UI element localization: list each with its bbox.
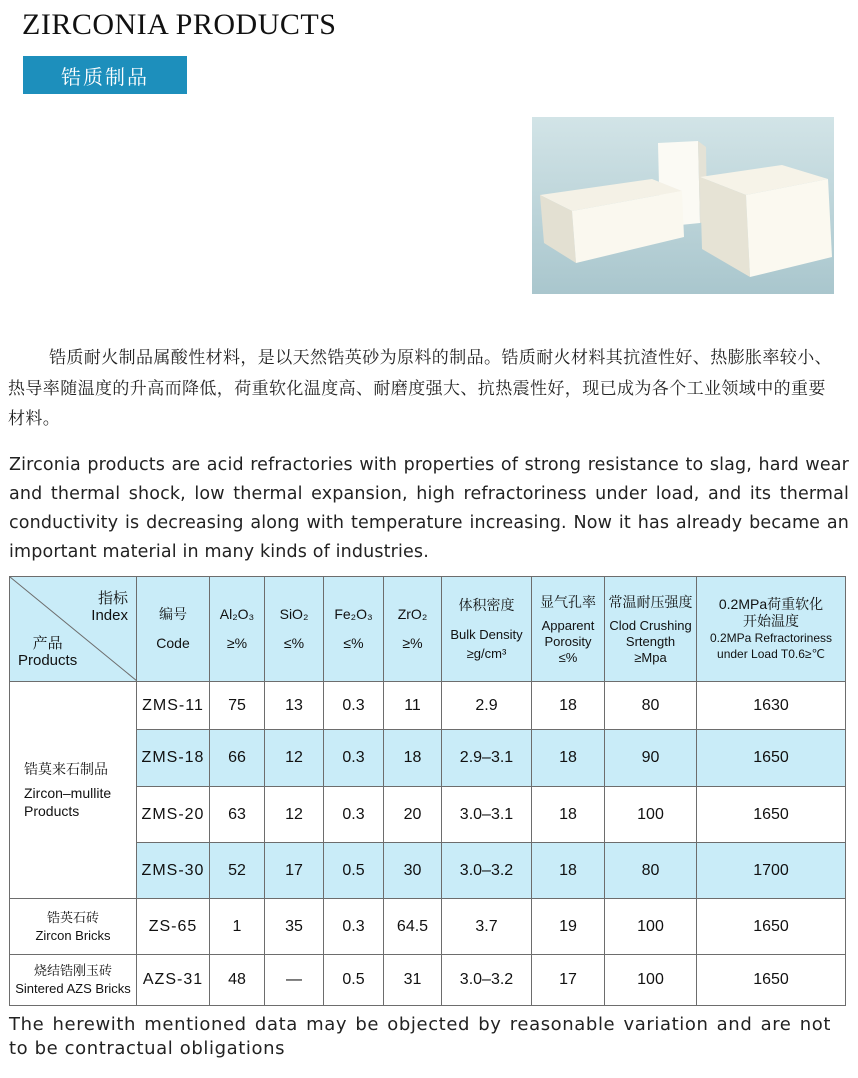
header-crushing-en-1: Clod Crushing <box>609 617 692 633</box>
header-refractoriness-en-2: under Load T0.6≥℃ <box>717 647 825 661</box>
cell-refractoriness: 1630 <box>697 682 846 730</box>
header-fe2o3 <box>324 577 384 682</box>
header-code <box>137 577 210 682</box>
header-crushing-unit: ≥Mpa <box>634 649 667 665</box>
cell-crushing-strength: 100 <box>605 955 697 1006</box>
cell-zro2: 20 <box>384 787 442 843</box>
intro-english: Zirconia products are acid refractories with properties of strong resistance to slag, hard wear and thermal shock, low thermal expansion, high refractoriness under load, and its thermal conductivity is decreasing along with temperature increasing. Now it has already became an important material in many kinds of industries. <box>9 455 849 562</box>
cell-refractoriness: 1650 <box>697 899 846 955</box>
cell-al2o3: 1 <box>210 899 265 955</box>
header-refractoriness <box>697 577 846 682</box>
index-label-en: Index <box>91 607 128 624</box>
header-porosity-en-2: Porosity <box>544 633 592 649</box>
cell-sio2: 35 <box>265 899 324 955</box>
cell-code: ZMS-11 <box>137 682 210 730</box>
cell-bulk-density: 3.0–3.2 <box>442 955 532 1006</box>
cell-fe2o3: 0.3 <box>324 787 384 843</box>
cell-sio2: 12 <box>265 730 324 787</box>
header-porosity-en-1: Apparent <box>541 617 595 633</box>
cell-bulk-density: 3.0–3.2 <box>442 843 532 899</box>
cell-porosity: 18 <box>532 843 605 899</box>
group-zircon-bricks-en: Zircon Bricks <box>35 927 111 943</box>
index-label-cn: 指标 <box>97 590 128 607</box>
header-crushing-strength <box>605 577 697 682</box>
header-row <box>10 577 846 682</box>
header-al2o3-name: Al₂O₃ <box>219 606 255 622</box>
header-crushing-cn: 常温耐压强度 <box>608 593 693 610</box>
cell-bulk-density: 2.9–3.1 <box>442 730 532 787</box>
header-fe2o3-unit: ≤% <box>343 635 364 651</box>
header-fe2o3-name: Fe₂O₃ <box>334 606 373 622</box>
cell-crushing-strength: 90 <box>605 730 697 787</box>
header-code-cn: 编号 <box>159 606 187 622</box>
intro-chinese: 锆质耐火制品属酸性材料，是以天然锆英砂为原料的制品。锆质耐火材料其抗渣性好、热膨胀率较小、热导率随温度的升高而降低，荷重软化温度高、耐磨度强大、抗热震性好，现已成为各个工业领域中的重要材料。 <box>8 348 832 429</box>
spec-table <box>9 576 846 1006</box>
header-code-en: Code <box>156 635 190 651</box>
cell-crushing-strength: 100 <box>605 787 697 843</box>
corner-header <box>10 577 137 682</box>
cell-fe2o3: 0.5 <box>324 955 384 1006</box>
group-sintered-azs-en: Sintered AZS Bricks <box>15 981 131 996</box>
cell-zro2: 18 <box>384 730 442 787</box>
table-row <box>10 682 846 730</box>
group-zircon-mullite-en: Zircon–mullite Products <box>24 785 112 819</box>
cell-bulk-density: 3.7 <box>442 899 532 955</box>
group-sintered-azs-cn: 烧结锆刚玉砖 <box>33 963 112 978</box>
cell-refractoriness: 1700 <box>697 843 846 899</box>
header-al2o3-unit: ≥% <box>226 635 248 651</box>
header-bulk-density-cn: 体积密度 <box>458 596 515 613</box>
header-zro2-unit: ≥% <box>402 635 423 651</box>
header-refractoriness-en-1: 0.2MPa Refractoriness <box>709 631 833 645</box>
product-photo <box>532 117 834 294</box>
header-sio2 <box>265 577 324 682</box>
header-al2o3 <box>210 577 265 682</box>
cell-al2o3: 63 <box>210 787 265 843</box>
cell-sio2: 12 <box>265 787 324 843</box>
group-zircon-mullite-cn: 锆莫来石制品 <box>24 761 108 777</box>
products-label <box>18 635 77 669</box>
header-bulk-density-unit: ≥g/cm³ <box>466 645 507 661</box>
cell-code: ZS-65 <box>137 899 210 955</box>
cell-bulk-density: 3.0–3.1 <box>442 787 532 843</box>
cell-zro2: 30 <box>384 843 442 899</box>
header-porosity-unit: ≤% <box>558 649 578 665</box>
cell-fe2o3: 0.3 <box>324 682 384 730</box>
cell-crushing-strength: 100 <box>605 899 697 955</box>
cell-bulk-density: 2.9 <box>442 682 532 730</box>
cell-al2o3: 75 <box>210 682 265 730</box>
cell-fe2o3: 0.3 <box>324 899 384 955</box>
header-refractoriness-cn-2: 开始温度 <box>743 613 799 629</box>
group-sintered-azs <box>10 955 137 1006</box>
cell-al2o3: 66 <box>210 730 265 787</box>
page-title: ZIRCONIA PRODUCTS <box>22 8 337 41</box>
products-label-en: Products <box>18 652 78 669</box>
cell-code: ZMS-20 <box>137 787 210 843</box>
group-zircon-bricks-cn: 锆英石砖 <box>46 909 99 925</box>
header-sio2-name: SiO₂ <box>279 606 309 622</box>
cell-sio2: 17 <box>265 843 324 899</box>
cell-code: ZMS-18 <box>137 730 210 787</box>
cell-fe2o3: 0.3 <box>324 730 384 787</box>
cell-sio2: — <box>265 955 324 1006</box>
table-row <box>10 955 846 1006</box>
cell-porosity: 18 <box>532 730 605 787</box>
cell-code: ZMS-30 <box>137 843 210 899</box>
header-sio2-unit: ≤% <box>283 635 305 651</box>
cell-porosity: 19 <box>532 899 605 955</box>
cell-refractoriness: 1650 <box>697 787 846 843</box>
table-row <box>10 899 846 955</box>
header-bulk-density-en: Bulk Density <box>450 626 523 642</box>
index-label <box>91 590 128 624</box>
header-refractoriness-cn-1: 0.2MPa荷重软化 <box>718 596 824 612</box>
group-zircon-bricks <box>10 899 137 955</box>
header-crushing-en-2: Srtength <box>625 633 676 649</box>
cell-fe2o3: 0.5 <box>324 843 384 899</box>
header-bulk-density <box>442 577 532 682</box>
cell-code: AZS-31 <box>137 955 210 1006</box>
products-label-cn: 产品 <box>32 635 63 652</box>
cell-zro2: 31 <box>384 955 442 1006</box>
cell-sio2: 13 <box>265 682 324 730</box>
header-zro2 <box>384 577 442 682</box>
cell-porosity: 18 <box>532 787 605 843</box>
cell-refractoriness: 1650 <box>697 730 846 787</box>
cell-porosity: 17 <box>532 955 605 1006</box>
cell-al2o3: 48 <box>210 955 265 1006</box>
cell-crushing-strength: 80 <box>605 682 697 730</box>
cell-crushing-strength: 80 <box>605 843 697 899</box>
header-porosity <box>532 577 605 682</box>
header-porosity-cn: 显气孔率 <box>540 593 596 610</box>
cell-refractoriness: 1650 <box>697 955 846 1006</box>
group-zircon-mullite <box>10 682 137 899</box>
subtitle-badge: 锆质制品 <box>23 56 187 94</box>
cell-zro2: 64.5 <box>384 899 442 955</box>
header-zro2-name: ZrO₂ <box>397 606 428 622</box>
cell-zro2: 11 <box>384 682 442 730</box>
footer-disclaimer: The herewith mentioned data may be objected by reasonable variation and are not to be contractual obligations <box>9 1014 831 1059</box>
cell-al2o3: 52 <box>210 843 265 899</box>
cell-porosity: 18 <box>532 682 605 730</box>
